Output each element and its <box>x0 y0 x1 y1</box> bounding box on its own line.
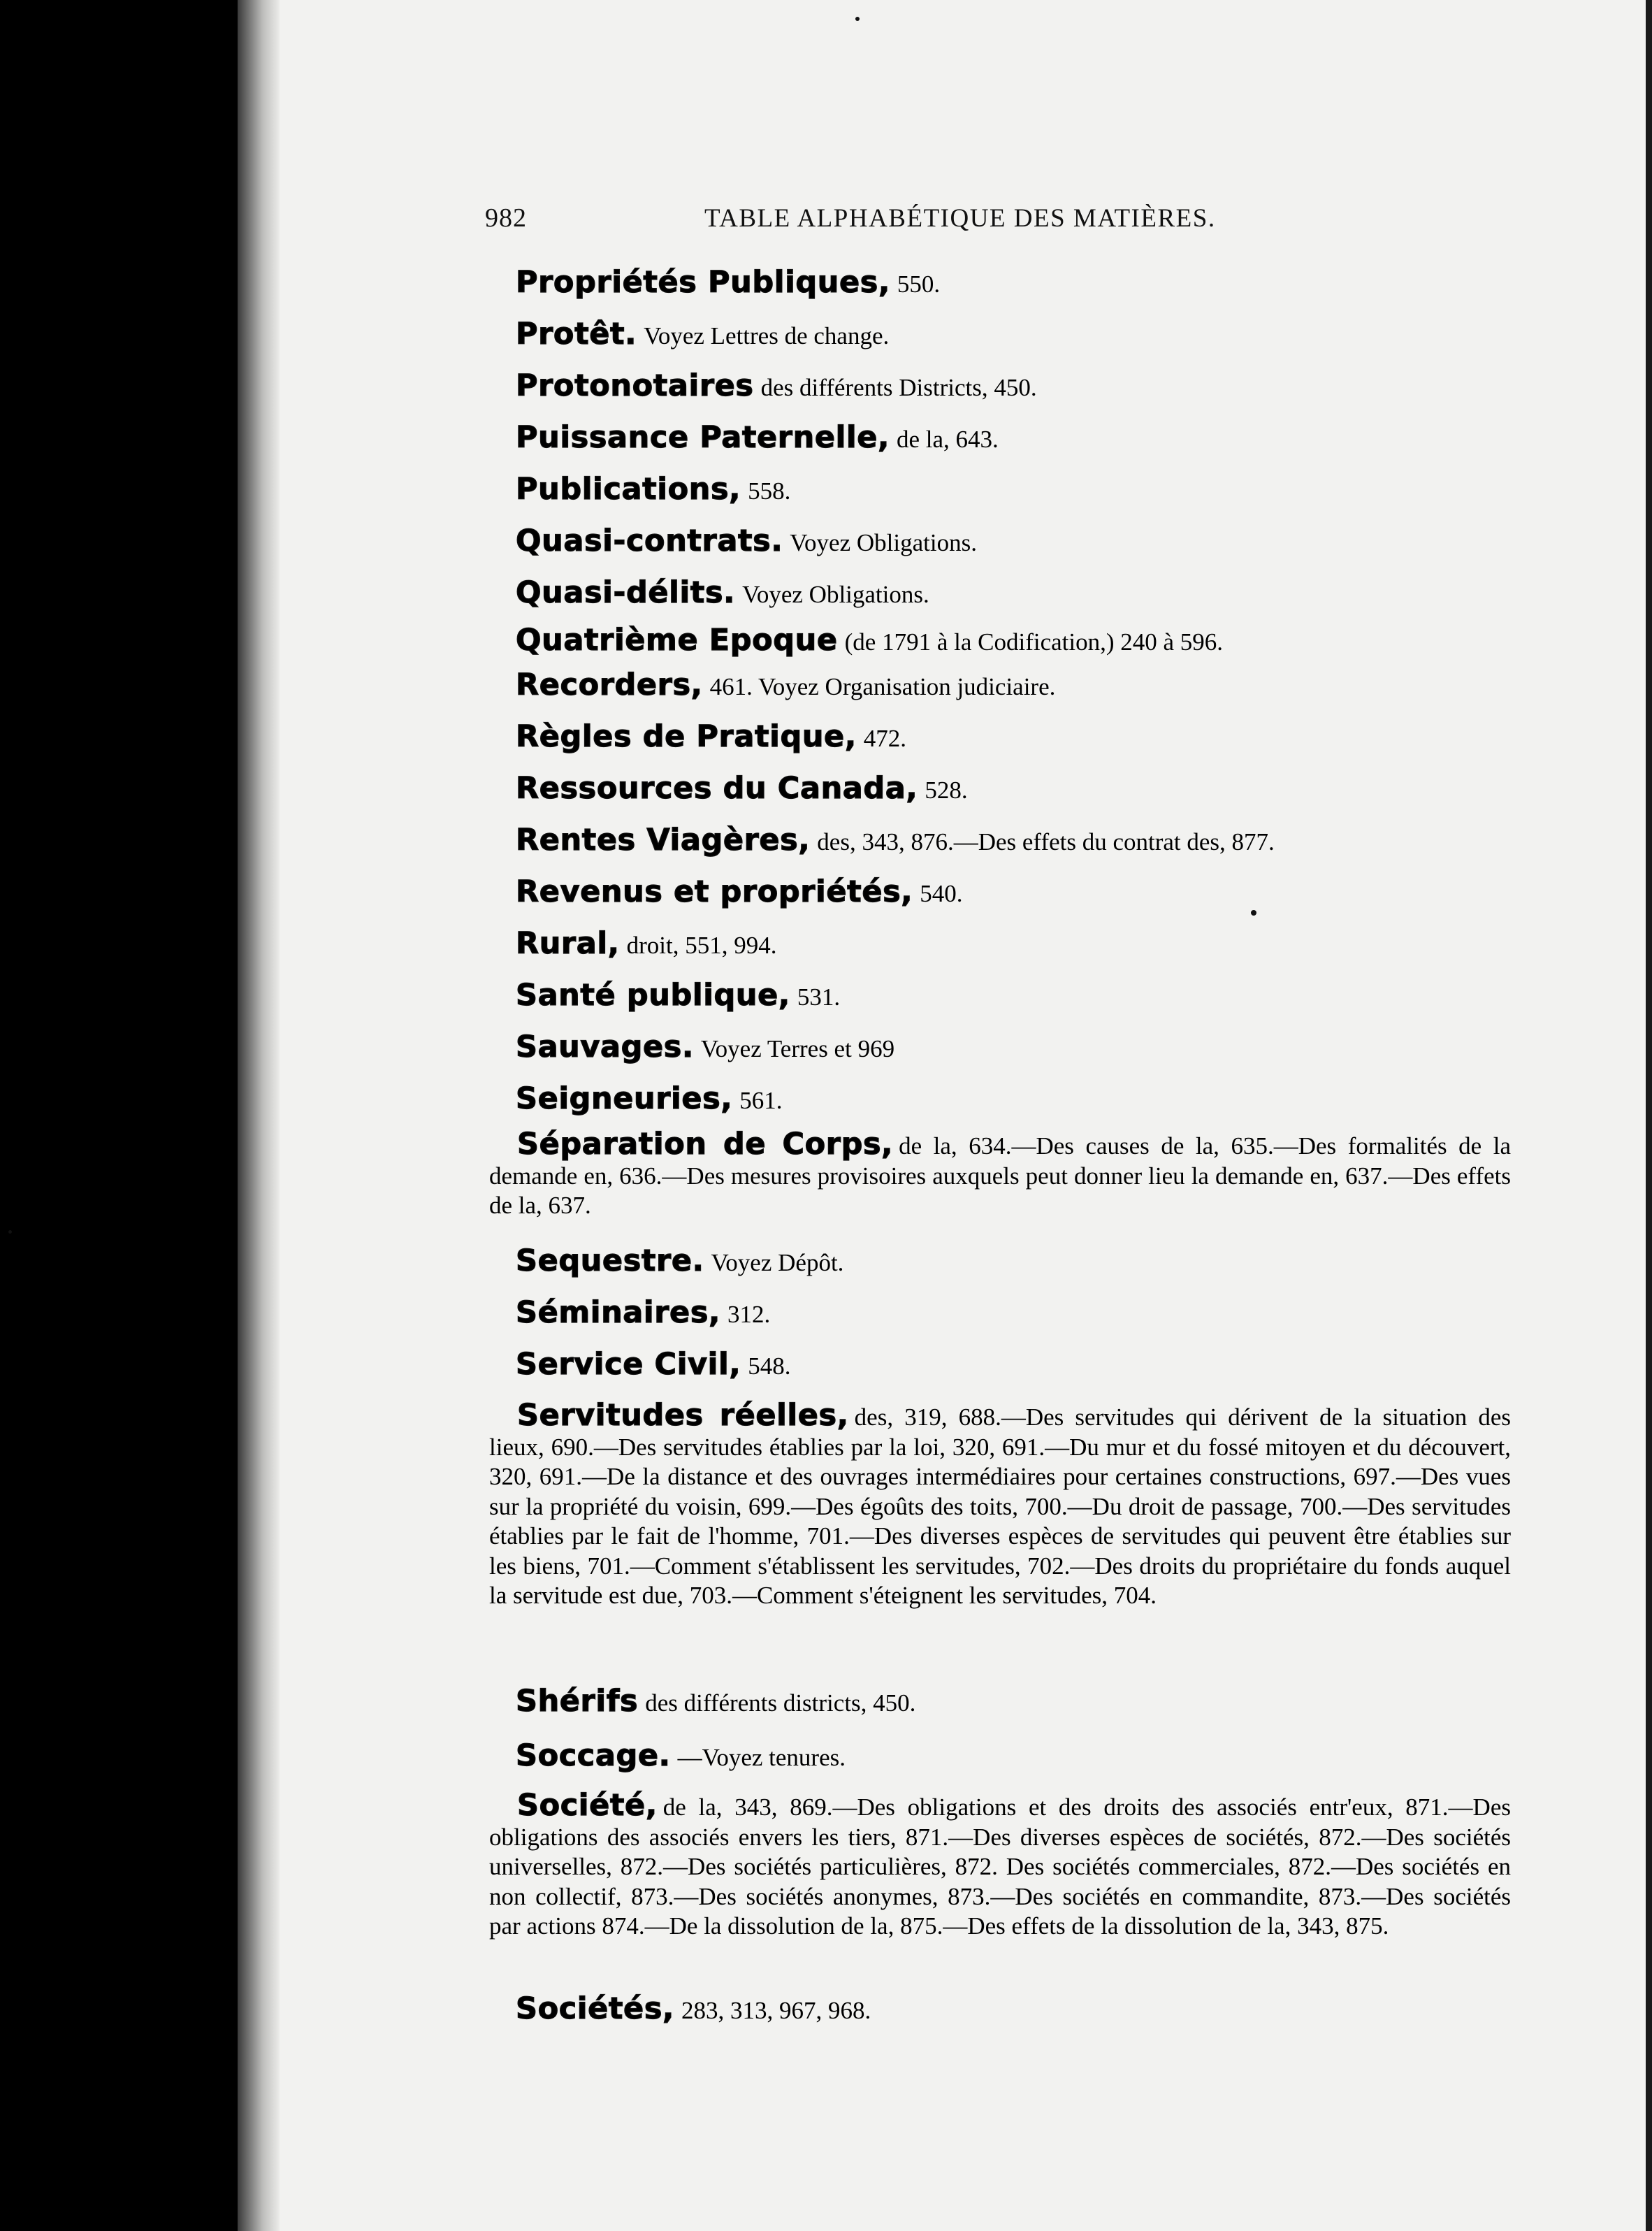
index-entry <box>516 1297 1652 1330</box>
index-entry <box>516 825 1652 858</box>
index-entry <box>516 980 1652 1013</box>
entry-reference: Voyez Dépôt. <box>711 1249 844 1276</box>
entry-term: Seigneuries, <box>516 1081 733 1116</box>
entry-term: Recorders, <box>516 667 703 702</box>
index-entry <box>516 267 1652 300</box>
entry-term: Publications, <box>516 472 741 507</box>
index-entry <box>516 1243 1652 1278</box>
entry-term: Quatrième Epoque <box>516 623 838 658</box>
entry-reference: 561. <box>739 1087 783 1114</box>
page-number: 982 <box>485 203 527 233</box>
index-entry <box>516 773 1652 806</box>
index-entry <box>516 577 1652 610</box>
entry-term: Revenus et propriétés, <box>516 874 913 909</box>
index-entry <box>516 928 1652 961</box>
entry-term: Propriétés Publiques, <box>516 265 890 300</box>
index-entry <box>516 1993 1652 2026</box>
entry-reference: 558. <box>748 477 791 505</box>
entry-reference: de la, 643. <box>896 426 999 453</box>
entry-reference: Voyez Terres et 969 <box>700 1035 895 1062</box>
running-title: TABLE ALPHABÉTIQUE DES MATIÈRES. <box>704 204 1216 233</box>
entry-term: Protonotaires <box>516 368 754 403</box>
entry-term: Société, <box>517 1788 658 1823</box>
entry-term: Service Civil, <box>516 1347 741 1382</box>
index-entry <box>516 370 1652 403</box>
index-entry <box>516 526 1652 558</box>
ink-speck <box>8 1230 12 1234</box>
entry-term: Puissance Paternelle, <box>516 420 890 455</box>
entry-term: Sequestre. <box>516 1243 704 1278</box>
index-entry <box>489 1398 1511 1611</box>
entry-reference: 548. <box>748 1352 791 1380</box>
entry-term: Shérifs <box>516 1684 639 1719</box>
index-entry <box>516 422 1652 455</box>
index-entry <box>516 667 1652 702</box>
entry-term: Quasi-contrats. <box>516 524 783 558</box>
entry-reference: 528. <box>925 777 968 804</box>
index-entry <box>516 319 1652 352</box>
entry-term: Séparation de Corps, <box>517 1127 894 1162</box>
index-entry <box>516 1740 1652 1773</box>
entry-term: Quasi-délits. <box>516 575 736 610</box>
entry-reference: des différents districts, 450. <box>645 1689 916 1717</box>
entry-term: Sociétés, <box>516 1991 674 2026</box>
page-header <box>485 203 1518 233</box>
entry-reference: 461. Voyez Organisation judiciaire. <box>709 673 1056 700</box>
entry-term: Santé publique, <box>516 978 790 1013</box>
entry-term: Séminaires, <box>516 1295 720 1330</box>
entry-reference: 312. <box>727 1301 771 1328</box>
entry-reference: des différents Districts, 450. <box>760 374 1037 401</box>
entry-reference: droit, 551, 994. <box>626 932 777 959</box>
entry-reference: 283, 313, 967, 968. <box>681 1997 871 2024</box>
index-entry <box>516 474 1652 507</box>
entry-reference: de la, 634.—Des causes de la, 635.—Des formalités de la demande en, 636.—Des mesures provisoires auxquels peut donner lieu la demande en, 637.—Des effets de la, 637. <box>489 1132 1511 1219</box>
entry-reference: 540. <box>920 880 963 907</box>
index-entry <box>489 1129 1511 1221</box>
entry-reference: de la, 343, 869.—Des obligations et des droits des associés entr'eux, 871.—Des obligations des associés envers les tiers, 871.—Des diverses espèces de sociétés, 872.—Des sociétés universelles, 872.—Des sociétés particulières, 872. Des sociétés commerciales, 872.—Des sociétés en non collectif, 873.—Des sociétés anonymes, 873.—Des sociétés en commandite, 873.—Des sociétés par actions 874.—De la dissolution de la, 875.—Des effets de la dissolution de la, 343, 875. <box>489 1793 1511 1940</box>
entry-reference: des, 319, 688.—Des servitudes qui dérivent de la situation des lieux, 690.—Des servitudes établies par la loi, 320, 691.—Du mur et du fossé mitoyen et du découvert, 320, 691.—De la distance et des ouvrages intermédiaires pour certaines constructions, 697.—Des vues sur la propriété du voisin, 699.—Des égoûts des toits, 700.—Du droit de passage, 700.—Des servitudes établies par le fait de l'homme, 701.—Des diverses espèces de servitudes qui peuvent être établies sur les biens, 701.—Comment s'établissent les servitudes, 702.—Des droits du propriétaire du fonds auquel la servitude est due, 703.—Comment s'éteignent les servitudes, 704. <box>489 1403 1511 1609</box>
entry-reference: —Voyez tenures. <box>677 1744 846 1771</box>
entry-reference: 531. <box>797 983 841 1011</box>
index-entry <box>516 1083 1652 1116</box>
ink-speck <box>1251 910 1256 916</box>
entry-term: Servitudes réelles, <box>517 1398 849 1433</box>
index-entry <box>516 1032 1652 1064</box>
entry-term: Règles de Pratique, <box>516 719 857 754</box>
index-entry <box>516 876 1652 909</box>
entry-reference: Voyez Obligations. <box>742 581 929 608</box>
index-entry <box>516 721 1652 754</box>
entry-term: Rentes Viagères, <box>516 823 811 858</box>
index-entry <box>489 1788 1511 1942</box>
entry-reference: Voyez Lettres de change. <box>644 322 890 349</box>
entry-reference: 550. <box>897 270 941 298</box>
page-gutter-shadow <box>238 0 280 2231</box>
entry-reference: Voyez Obligations. <box>790 529 977 556</box>
entry-term: Ressources du Canada, <box>516 771 918 806</box>
index-entry <box>516 1349 1652 1382</box>
entry-term: Rural, <box>516 926 620 961</box>
entry-reference: 472. <box>863 725 907 752</box>
ink-speck <box>855 17 860 21</box>
index-entry <box>516 625 1652 658</box>
entry-term: Protêt. <box>516 317 637 352</box>
entry-reference: des, 343, 876.—Des effets du contrat des, 877. <box>817 828 1275 855</box>
entry-reference: (de 1791 à la Codification,) 240 à 596. <box>844 628 1224 656</box>
index-entry <box>516 1686 1652 1719</box>
entry-term: Soccage. <box>516 1738 671 1773</box>
entry-term: Sauvages. <box>516 1030 694 1064</box>
